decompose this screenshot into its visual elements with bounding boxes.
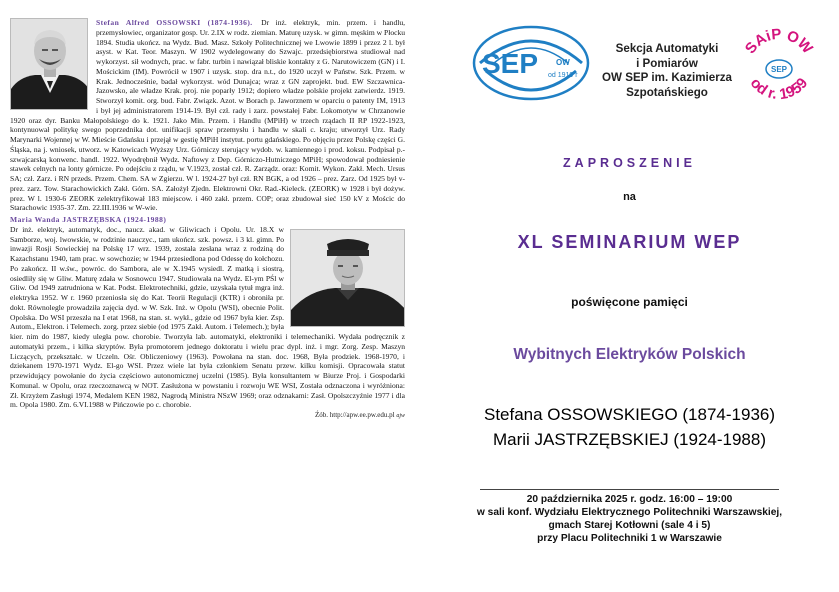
saip-logo-bottom: od r. 1959	[746, 74, 812, 104]
portrait-ossowski	[10, 18, 88, 110]
honoree-jastrzebska: Marii JASTRZĘBSKIEJ (1924-1988)	[492, 430, 767, 449]
org-line-4: Szpotańskiego	[626, 85, 708, 99]
svg-text:SAiP OW	[742, 26, 817, 58]
invitation-column	[420, 0, 839, 592]
event-venue-line-2: gmach Starej Kotłowni (sale 4 i 5)	[548, 520, 711, 531]
portrait-jastrzebska	[290, 229, 405, 327]
bio-text-ossowski: Dr inż. elektryk, min. przem. i handlu, przemysłowiec, organizator gosp. Ur. 2.IX w rodz. ziemian. Maturę uzysk. w gimn. męskim w Płocku 1894. Studia ukończ. na Wydz. Bud. Masz. Szkoły Politechnicznej we Lwowie 1899 i przez 2 l. był asyst. w Kat. Teor. Maszyn. W 1902 wydelegowany do Szwajc. przedsiębiorstwa studiował nad wykorzyst. sił wodnych, prac. w fabr. turbin i nawiązał bliskie kontakty z G. Narutowiczem (GN) i I. Mościckim (IM). Powrócił w 1907 i uzysk. stop. dra n.t., do 1920 uczył w Państw. Szk. Przem. w Krak. Jednocześnie, badał wykorzyst. wód Dunajca; wraz z GN zaprojekt. bud. EW Szczawnica-Jazowsko, ale władze Krak. proj. nie poparły 1912; dopiero władze polskie projekt zatwierdz. 1919. Stworzył komit. org. bud. Fabr. Związk. Azot. w Borach p. Jaworznem w oparciu o patenty IM, 1913 i był jej administratorem 1914-19. Był czł. rady i zarz. powstałej Fabr. Lokomotyw w Chrzanowie 1920 oraz dyr. Banku Małopolskiego do k. 1921. Jako Min. Przem. i Handlu (MPiH) w trzech rządach II RP 1922-1923, kontynuował politykę swego poprzednika dot. unifikacji spraw przemysłu i handlu w skali c. kraju; utworzył Urz. Rady Marynarki Wojennej w W. Mieście Gdańsku i przejął w gestię MPiH instytut. portu gdańskiego. Po objęciu przez Polskę części G. Śląska, na j. wniosek, utworz. w Katowicach Wyższy Urz. Górniczy sterujący wydob. w. kamiennego i prod. koksu. Podpisał p.-szwajcarską konwenc. handl. 1922. Wyodrębnił Wydz. Naftowy z Dep. Górniczo-Hutniczego MPiH; spowodował podniesienie stawek celnych na lonty górnicze. Po odejściu z rządu, w V.1923, został czł. R. Zarządz. oraz: Komit. Wykon. Zakł. Mech. Ursus SA; czł. Zarz. i RN przeds. Przem. Chem. SA w Zgierzu. W l. 1924-27 był czł. RN BGK, a od 1926 – prez. Zarz. Od 1925 był v-prez. zarz. Tow. Starachowickich Zakł. Górn. SA. Założył Zjedn. Elektrowni Okr. Rad.-Kieleck. (ZEORK) w 1928 i był dożyw. prez. W l. 1930-6 ZEORK zelektryfikował 183 miejscow. i 460 zakł. przem. COP; oraz zbudował sieć 150 kV z Mościc do Starachowic 1935-37. Zm. 22.III.1936 w W-wie.	[10, 18, 405, 213]
org-line-2: i Pomiarów	[636, 56, 698, 70]
biographies-column	[10, 18, 405, 578]
bio-text-jastrzebska: Dr inż. elektryk, automatyk, doc., naucz. akad. w Gliwicach i Opolu. Ur. 18.X w Samborze, woj. lwowskie, w rodzinie nauczyc., tam ukończ. szk. powsz. i 3 kl. gimn. Po inwazji Rosji Sowieckiej na Polskę 17 wrz. 1939, została zesłana wraz z rodziną do Kazachstanu 1940, tam prac. w sowchozie; w 1944 przesiedlona pod Odessę do kołchozu. Po zakończ. II w.św., powróc. do Sambora, ale w X.1945 wysiedl. Z matką i siostrą, osiedliły się w Gliw. Maturę zdała w Sosnowcu 1947. Studiowała na Wydz. El-ym PŚl w Gliw. Od 1949 zatrudniona w Kat. Podst. Elektrotechniki, gdzie, uzyskała tytuł mgra inż. elektryka 1952. W r. 1960 przeniosła się do Kat. Teorii Regulacji (KTR) i obroniła pr. dokt. Równolegle prowadziła zajęcia dyd. w W. Szk. Inż. w Opolu (WSI), obecnie Polit. Opolska. Do WSI przeszła na I etat 1968, na stan. st. wykł., gdzie od 1967 była kier. Zsp. Autom., Elektron. i Telemech. zorg. przez siebie (od 1975 Zakł. Autom. i Telemech.); była kier. nim do 1987, kiedy uległa pow. chorobie. Tworzyła lab. automatyki, elektroniki i telemechaniki. Wydała podręcznik z automatyki przem., i kilka skryptów. Była promotorem jednego doktoratu i wielu prac dypl. inż. i mgr. Zorg. Zesp. Maszyn Liczących, przekształc. w Uczeln. Ośr. Obliczeniowy (1963). Powołana na stan. doc. 1968, Była prodziek. 1968-1970, i dziekanem 1970-1971 Wydz. El-go WSI. Przez wiele lat była członkiem Senatu przew. kilku komisji. Opracowała statut przewidujący powołanie do życia częściowo autonomicznej uczelni (1985). Była konsultantem w Biurze Proj. i Gospodarki Komunal. w Opolu, oraz rzeczoznawcą w NOT. Zasłużona w powstaniu i rozwoju WE WSI, Została odznaczona i wyróżniona: Zł. Krzyżem Zasługi 1974, Medalem KEN 1982, Nagrodą Ministra NSzW 1969; oraz odznakami: Zasł. Opolszczyźnie 1977 i dla m. Opola 1980. Zm. 6.VI.1988 w Pińczowie po c. chorobie.	[10, 224, 405, 410]
source-note	[10, 411, 405, 422]
org-line-3: OW SEP im. Kazimierza	[602, 71, 732, 84]
sep-logo-icon	[472, 25, 590, 101]
saip-logo-center: SEP	[770, 65, 788, 74]
divider	[480, 489, 779, 490]
event-date: 20 października 2025 r. godz. 16:00 – 19:00	[526, 494, 733, 505]
saip-logo-icon	[739, 25, 819, 107]
event-venue-line-1: w sali konf. Wydziału Elektrycznego Politechniki Warszawskiej,	[476, 507, 783, 518]
invitation-na: na	[623, 191, 636, 203]
source-link[interactable]: Źób. http://apw.ee.pw.edu.pl	[315, 411, 395, 419]
invitation-title: ZAPROSZENIE	[563, 156, 696, 170]
subtitle: Wybitnych Elektryków Polskich	[513, 346, 746, 363]
sep-logo-ow: OW	[556, 58, 570, 67]
bio-name-ossowski: Stefan Alfred OSSOWSKI (1874-1936).	[96, 18, 253, 27]
sep-logo-since: od 1919 r	[548, 72, 578, 79]
biography-ossowski	[10, 18, 405, 213]
saip-logo-top: SAiP OW	[741, 25, 816, 58]
organization-name	[597, 42, 737, 100]
dedication: poświęcone pamięci	[571, 295, 688, 309]
honoree-ossowski: Stefana OSSOWSKIEGO (1874-1936)	[483, 405, 776, 424]
biography-jastrzebska	[10, 215, 405, 422]
sep-logo-text: SEP	[482, 48, 539, 79]
svg-text:od r. 1959	[747, 75, 812, 103]
bio-name-jastrzebska: Maria Wanda JASTRZĘBSKA (1924-1988)	[10, 215, 167, 224]
seminar-title: XL SEMINARIUM WEP	[517, 232, 742, 252]
source-signature: ajw	[396, 413, 405, 419]
event-venue-line-3: przy Placu Politechniki 1 w Warszawie	[537, 533, 722, 544]
org-line-1: Sekcja Automatyki	[615, 42, 719, 55]
